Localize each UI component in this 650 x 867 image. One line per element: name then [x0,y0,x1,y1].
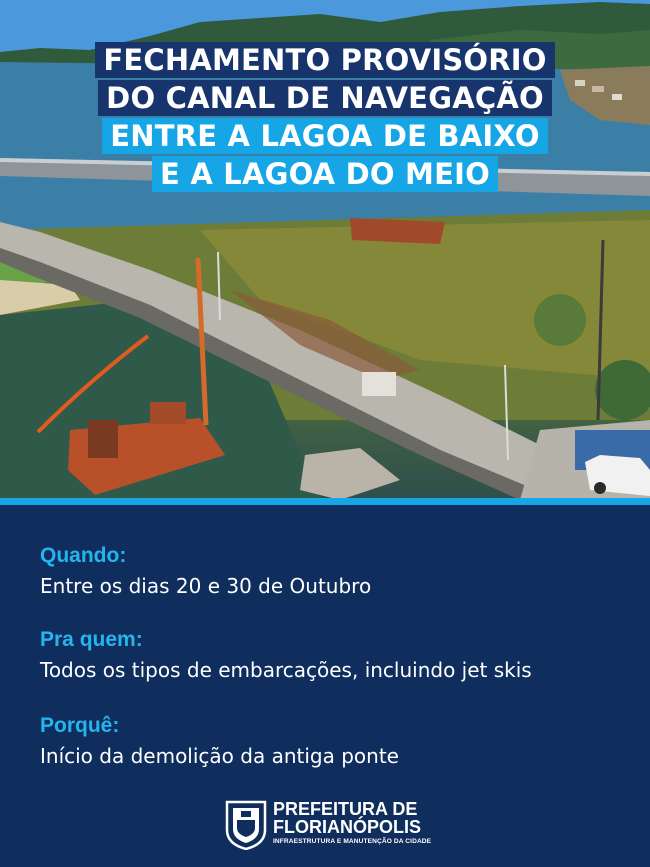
who-value: Todos os tipos de embarcações, incluindo jet skis [40,658,532,682]
headline-line-2: DO CANAL DE NAVEGAÇÃO [98,80,552,116]
when-value: Entre os dias 20 e 30 de Outubro [40,574,372,598]
who-label: Pra quem: [40,628,143,651]
info-who [40,627,630,684]
why-value: Início da demolição da antiga ponte [40,744,399,768]
headline-line-1: FECHAMENTO PROVISÓRIO [95,42,554,78]
logo-line-2: FLORIANÓPOLIS [273,817,421,837]
why-label: Porquê: [40,714,120,737]
headline-line-4: E A LAGOA DO MEIO [152,156,498,192]
logo-tagline: INFRAESTRUTURA E MANUTENÇÃO DA CIDADE [273,838,432,845]
prefeitura-logo [225,798,435,854]
divider-stripe [0,498,650,505]
logo-line-1: PREFEITURA DE [273,799,418,819]
headline-line-3: ENTRE A LAGOA DE BAIXO [102,118,547,154]
info-why [40,713,630,770]
when-label: Quando: [40,544,127,567]
city-crest-icon [225,800,267,850]
logo-name [273,800,421,836]
headline [0,42,650,194]
info-when [40,543,630,600]
